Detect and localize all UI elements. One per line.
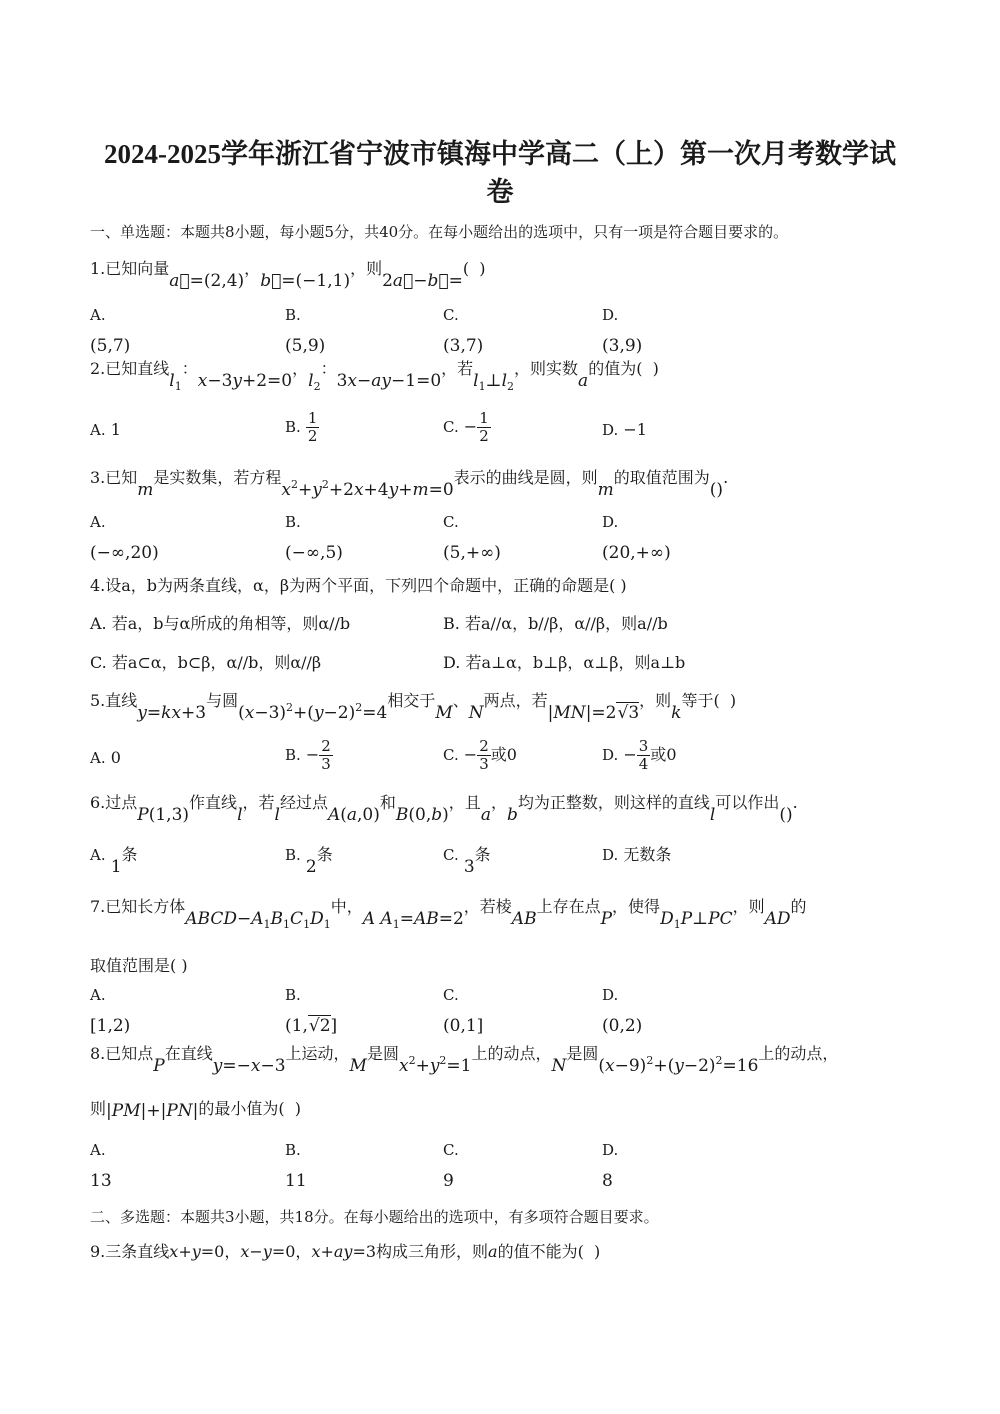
option-a[interactable]: A. 0 xyxy=(90,748,121,767)
option-c[interactable]: C. 9 xyxy=(443,1141,459,1191)
question-6-stem: 6.过点P(1,3)作直线l，若l经过点A(a,0)和B(0,b)，且a，b均为正整数，则这样的直线l可以作出(). xyxy=(90,793,798,825)
question-4-option-c[interactable]: C. 若a⊂α，b⊂β，α//b，则α//β xyxy=(90,653,322,672)
option-a[interactable]: A. 1条 xyxy=(90,845,138,877)
question-9-stem: 9.三条直线x+y=0，x−y=0，x+ay=3构成三角形，则a的值不能为( ) xyxy=(90,1242,601,1261)
option-d[interactable]: D. 无数条 xyxy=(602,845,672,864)
question-5-stem: 5.直线y=kx+3与圆$(x-3)^2+(y-2)^2=4$相交于M、N两点，若|MN|=2√3，则k等于( ) xyxy=(90,691,737,723)
option-d[interactable]: D. −1 xyxy=(602,420,647,439)
question-4-option-d[interactable]: D. 若a⊥α，b⊥β，α⊥β，则a⊥b xyxy=(443,653,686,672)
option-c[interactable]: C. 3条 xyxy=(443,845,491,877)
option-b[interactable]: B. − $\frac{2}{3}$ xyxy=(285,737,331,773)
option-b[interactable]: B. (5,9) xyxy=(285,306,326,356)
title-line-2: 卷 xyxy=(486,177,514,207)
option-a[interactable]: A. 13 xyxy=(90,1141,112,1191)
option-d[interactable]: D. (20,+∞) xyxy=(602,513,671,563)
question-4-stem: 4.设a，b为两条直线，α，β为两个平面，下列四个命题中，正确的命题是( ) xyxy=(90,576,627,595)
option-b[interactable]: B. (1,√2] xyxy=(285,986,338,1036)
question-5-options xyxy=(90,738,910,778)
option-b[interactable]: B. $\frac{1}{2}$ xyxy=(285,409,318,445)
question-8-options xyxy=(90,1140,910,1191)
question-2-stem: 2.已知直线$l_1$：x−3y+2=0，$l_2$：3x−ay−1=0，若$l_1\perp l_2$，则实数a的值为( ) xyxy=(90,359,659,393)
question-3-stem: 3.已知m是实数集，若方程$x^2+y^2+2x+4y+m=0$表示的曲线是圆，则m的取值范围为(). xyxy=(90,468,729,500)
question-4-option-b[interactable]: B. 若a//α，b//β，α//β，则a//b xyxy=(443,614,668,633)
option-c[interactable]: C. (0,1] xyxy=(443,986,484,1036)
question-2-options xyxy=(90,410,910,450)
option-a[interactable]: A. [1,2) xyxy=(90,986,131,1036)
option-a[interactable]: A. (−∞,20) xyxy=(90,513,159,563)
question-7-stem: 7.已知长方体$ABCD-A_1B_1C_1D_1$中，A $A_1=AB=2$，若棱AB上存在点P，使得$D_1P\perp PC$，则AD的 xyxy=(90,897,807,931)
question-7-options xyxy=(90,985,910,1036)
option-d[interactable]: D. (3,9) xyxy=(602,306,643,356)
option-c[interactable]: C. (5,+∞) xyxy=(443,513,501,563)
option-a[interactable]: A. (5,7) xyxy=(90,306,131,356)
option-d[interactable]: D. (0,2) xyxy=(602,986,643,1036)
section-heading-single-choice: 一、单选题：本题共8小题，每小题5分，共40分。在每小题给出的选项中，只有一项是符合题目要求的。 xyxy=(90,223,789,241)
exam-title xyxy=(60,135,940,211)
question-8-stem: 8.已知点P在直线y=−x−3上运动，M是圆$x^2+y^2=1$上的动点，N是圆$(x-9)^2+(y-2)^2=16$上的动点， xyxy=(90,1044,839,1076)
option-a[interactable]: A. 1 xyxy=(90,420,121,439)
option-b[interactable]: B. (−∞,5) xyxy=(285,513,343,563)
question-6-options xyxy=(90,842,910,882)
option-b[interactable]: B. 2条 xyxy=(285,845,333,877)
option-c[interactable]: C. (3,7) xyxy=(443,306,484,356)
question-1-options xyxy=(90,305,910,356)
question-4-option-a[interactable]: A. 若a，b与α所成的角相等，则α//b xyxy=(90,614,351,633)
option-d[interactable]: D. 8 xyxy=(602,1141,619,1191)
question-3-options xyxy=(90,512,910,563)
question-8-stem-cont: 则|PM|+|PN|的最小值为( ) xyxy=(90,1099,302,1121)
option-c[interactable]: C. − $\frac{1}{2}$ xyxy=(443,409,489,445)
option-d[interactable]: D. − $\frac{3}{4}$ 或0 xyxy=(602,737,677,773)
section-heading-multi-choice: 二、多选题：本题共3小题，共18分。在每小题给出的选项中，有多项符合题目要求。 xyxy=(90,1208,659,1226)
option-b[interactable]: B. 11 xyxy=(285,1141,307,1191)
question-1-stem: 1.已知向量a⃗=(2,4)，b⃗=(−1,1)，则2a⃗−b⃗=( ) xyxy=(90,259,486,291)
title-line-1: 2024-2025学年浙江省宁波市镇海中学高二（上）第一次月考数学试 xyxy=(104,139,896,169)
question-7-stem-cont: 取值范围是( ) xyxy=(90,956,188,975)
option-c[interactable]: C. − $\frac{2}{3}$ 或0 xyxy=(443,737,517,773)
